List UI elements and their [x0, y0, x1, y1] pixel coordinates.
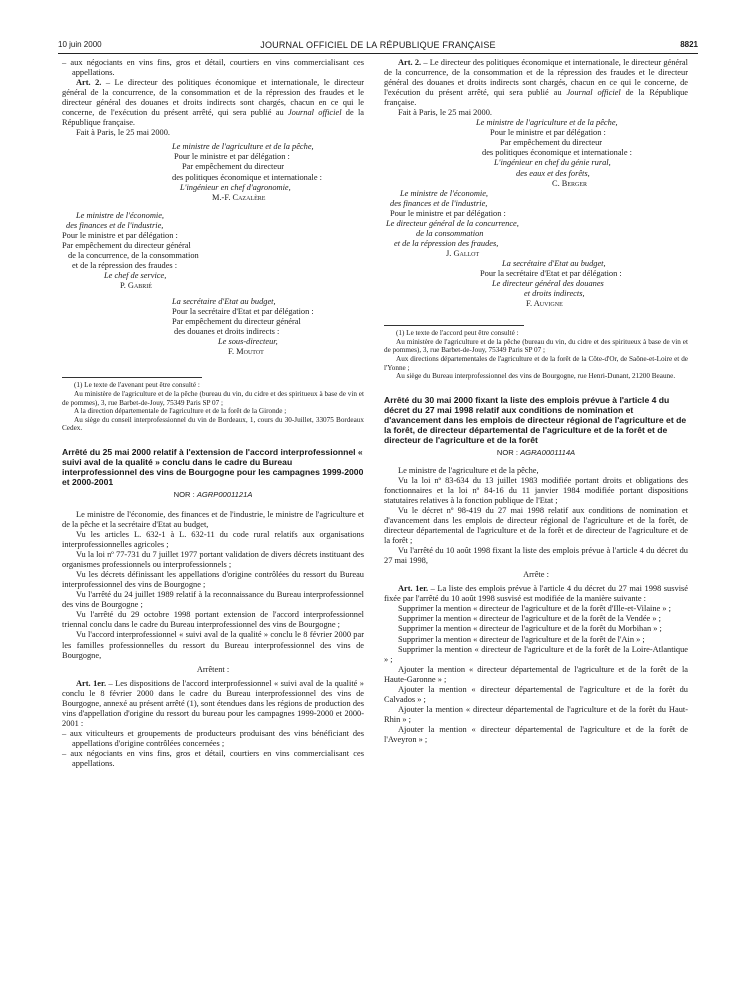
list-item: – aux négociants en vins fins, gros et détail, courtiers en vins commercialisant ces appellations. — [62, 58, 364, 78]
header-rule — [58, 53, 698, 54]
footnote-rule — [384, 325, 524, 326]
signature-economie: Le ministre de l'économie, des finances et de l'industrie, Pour le ministre et par délégation : Le directeur général de la concurrence, de la consommation et de la répression des fraudes, J. Gallot — [386, 188, 519, 258]
footnote: Au siège du conseil interprofessionnel du vin de Bordeaux, 1, cours du 30-Juillet, 33075 Bordeaux Cedex. — [62, 415, 364, 433]
preamble: Le ministre de l'économie, des finances et de l'industrie, le ministre de l'agriculture et de la pêche et la secrétaire d'Etat au budget, — [62, 509, 364, 529]
left-column — [62, 58, 364, 769]
vu-clause: Vu la loi nº 77-731 du 7 juillet 1977 portant validation de divers décrets instituant des organismes professionnels ou interprofessionnels ; — [62, 550, 364, 570]
list-item: Ajouter la mention « directeur départemental de l'agriculture et de la forêt du Haut-Rhin » ; — [384, 704, 688, 724]
footnote-rule — [62, 377, 202, 378]
vu-clause: Vu l'arrêté du 29 octobre 1998 portant extension de l'accord interprofessionnel triennal conclu dans le cadre du Bureau interprofessionnel des vins de Bourgogne ; — [62, 610, 364, 630]
decree-title: Arrêté du 25 mai 2000 relatif à l'extension de l'accord interprofessionnel « suivi aval de la qualité » conclu dans le cadre du Bureau interprofessionnel des vins de Bourgogne pour les campagnes 1999-2000 et 2000-2001 — [62, 446, 364, 487]
journal-title: JOURNAL OFFICIEL DE LA RÉPUBLIQUE FRANÇAISE — [260, 40, 496, 50]
fait-a-paris: Fait à Paris, le 25 mai 2000. — [398, 108, 492, 118]
list-item: Supprimer la mention « directeur de l'agriculture et de la forêt du Morbihan » ; — [398, 624, 662, 634]
vu-clause: Vu le décret nº 98-419 du 27 mai 1998 relatif aux conditions de nomination et d'avancement dans les emplois de directeur régional de l'agriculture et de la forêt, de directeur départemental de l'agriculture et de la forêt et de directeur de l'agriculture et de la forêt ; — [384, 505, 688, 546]
issue-date: 10 juin 2000 — [58, 40, 102, 49]
list-item: Ajouter la mention « directeur départemental de l'agriculture et de la forêt de l'Aveyron » ; — [384, 724, 688, 744]
footnote: (1) Le texte de l'accord peut être consulté : — [396, 329, 519, 338]
nor-reference: NOR : AGRA0001114A — [496, 447, 576, 457]
footnote: Au ministère de l'agriculture et de la pêche (bureau du vin, du cidre et des spiritueux à base de vin et de pommes), 3, rue Barbet-de-Jouy, 75349 Paris SP 07 ; — [62, 389, 364, 407]
page-number: 8821 — [680, 40, 698, 49]
list-item: Supprimer la mention « directeur de l'agriculture et de la forêt de l'Ain » ; — [398, 634, 645, 644]
footnote: Aux directions départementales de l'agriculture et de la forêt de la Côte-d'Or, de Saône-et-Loire et de l'Yonne ; — [384, 354, 688, 372]
list-item: Supprimer la mention « directeur de l'agriculture et de la forêt de la Loire-Atlantique » ; — [384, 644, 688, 664]
signature-agriculture: Le ministre de l'agriculture et de la pêche, Pour le ministre et par délégation : Par empêchement du directeur des politiques économique et internationale : L'ingénieur en chef d'agronomie, M.-F. Cazalère — [172, 142, 323, 202]
footnote: A la direction départementale de l'agriculture et de la forêt de la Gironde ; — [74, 407, 287, 416]
vu-clause: Vu la loi nº 83-634 du 13 juillet 1983 modifiée portant droits et obligations des fonctionnaires et la loi nº 84-16 du 11 janvier 1984 modifiée portant dispositions statutaires relatives à la fonction publique de l'Etat ; — [384, 475, 688, 505]
fait-a-paris: Fait à Paris, le 25 mai 2000. — [76, 128, 170, 138]
list-item: Supprimer la mention « directeur de l'agriculture et de la forêt d'Ille-et-Vilaine » ; — [398, 604, 671, 614]
footnote: Au siège du Bureau interprofessionnel des vins de Bourgogne, rue Henri-Dunant, 21200 Beaune. — [396, 372, 676, 381]
signature-budget: La secrétaire d'Etat au budget, Pour la secrétaire d'Etat et par délégation : Par empêchement du directeur général des douanes et droits indirects : Le sous-directeur, F. Moutot — [172, 297, 314, 357]
footnote: (1) Le texte de l'avenant peut être consulté : — [74, 381, 200, 390]
vu-clause: Vu les décrets définissant les appellations d'origine contrôlées du ressort du Bureau interprofessionnel des vins de Bourgogne ; — [62, 570, 364, 590]
decree-title: Arrêté du 30 mai 2000 fixant la liste des emplois prévue à l'article 4 du décret du 27 mai 1998 relatif aux conditions de nomination et d'avancement dans les emplois de directeur régional de l'agriculture et de la forêt, de directeur départemental de l'agriculture et de la forêt et de directeur de l'agriculture et de la forêt — [384, 394, 687, 445]
list-item: Ajouter la mention « directeur départemental de l'agriculture et de la forêt du Calvados » ; — [384, 684, 688, 704]
vu-clause: Vu les articles L. 632-1 à L. 632-11 du code rural relatifs aux organisations interprofessionnelles agricoles ; — [62, 530, 364, 550]
article-2: Art. 2. – Le directeur des politiques économique et internationale, le directeur général de la concurrence, de la consommation et de la répression des fraudes et le directeur général des douanes et droits indirects sont chargés, chacun en ce qui le concerne, de l'exécution du présent arrêté, qui sera publié au Journal officiel de la République française. — [62, 78, 365, 128]
list-item: – aux négociants en vins fins, gros et détail, courtiers en vins commercialisant ces appellations. — [62, 749, 364, 769]
right-column — [384, 58, 688, 745]
signature-budget: La secrétaire d'Etat au budget, Pour la secrétaire d'Etat et par délégation : Le directeur général des douanes et droits indirects, F. Auvigne — [480, 258, 622, 309]
list-item: Supprimer la mention « directeur de l'agriculture et de la forêt de la Vendée » ; — [398, 614, 661, 624]
nor-reference: NOR : AGRP0001121A — [173, 489, 253, 499]
list-item: Ajouter la mention « directeur départemental de l'agriculture et de la forêt de la Haute-Garonne » ; — [384, 664, 688, 684]
article-1: Art. 1er. – La liste des emplois prévue à l'article 4 du décret du 27 mai 1998 susvisé fixée par l'arrêté du 10 août 1998 susvisé est modifiée de la manière suivante : — [384, 584, 688, 604]
list-item: – aux viticulteurs et groupements de producteurs produisant des vins bénéficiant des appellations d'origine contrôlées concernées ; — [62, 728, 364, 748]
arrete-heading: Arrête : — [523, 570, 549, 580]
page-header — [58, 40, 698, 54]
article-2: Art. 2. – Le directeur des politiques économique et internationale, le directeur général de la concurrence, de la consommation et de la répression des fraudes et le directeur général des douanes et droits indirects sont chargés, chacun en ce qui le concerne, de l'exécution du présent arrêté, qui sera publié au Journal officiel de la République française. — [384, 58, 689, 108]
signature-agriculture: Le ministre de l'agriculture et de la pêche, Pour le ministre et par délégation : Par empêchement du directeur des politiques économique et internationale : L'ingénieur en chef du génie rural, des eaux et des forêts, C. Berger — [476, 118, 633, 188]
arretent-heading: Arrêtent : — [196, 664, 230, 674]
vu-clause: Vu l'accord interprofessionnel « suivi aval de la qualité » conclu le 8 février 2000 par les familles professionnelles du ressort du Bureau interprofessionnel des vins de Bourgogne, — [62, 630, 364, 660]
vu-clause: Vu l'arrêté du 10 août 1998 fixant la liste des emplois prévue à l'article 4 du décret du 27 mai 1998, — [384, 546, 688, 566]
signature-economie: Le ministre de l'économie, des finances et de l'industrie, Pour le ministre et par délégation : Par empêchement du directeur général de la concurrence, de la consommation et de la répression des fraudes : Le chef de service, P. Gabrié — [62, 210, 199, 290]
vu-clause: Vu l'arrêté du 24 juillet 1989 relatif à la reconnaissance du Bureau interprofessionnel des vins de Bourgogne ; — [62, 590, 364, 610]
preamble: Le ministre de l'agriculture et de la pêche, — [398, 465, 539, 475]
footnote: Au ministère de l'agriculture et de la pêche (bureau du vin, du cidre et des spiritueux à base de vin et de pommes), 3, rue Barbet-de-Jouy, 75349 Paris SP 07 ; — [384, 337, 688, 355]
article-1: Art. 1er. – Les dispositions de l'accord interprofessionnel « suivi aval de la qualité » conclu le 8 février 2000 dans le cadre du Bureau interprofessionnel des vins de Bourgogne, annexé au présent arrêté (1), sont étendues dans les régions de production des vins d'appellation d'origine du ressort du bureau pour les campagnes 1999-2000 et 2000-2001 : — [62, 678, 364, 728]
